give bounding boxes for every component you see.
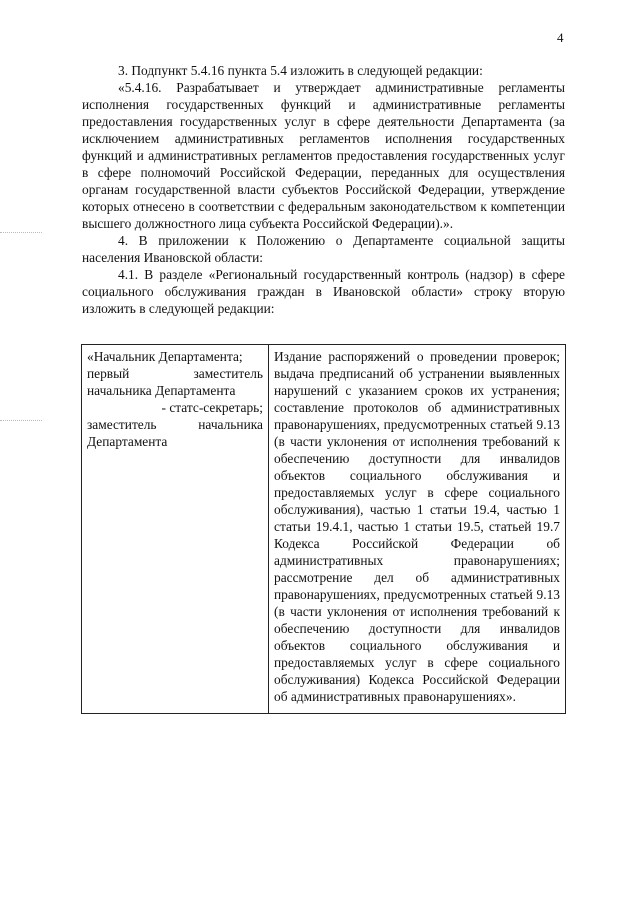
official-deputy: заместитель начальника Департамента [87, 417, 263, 449]
paragraph-item-4-1: 4.1. В разделе «Региональный государственный контроль (надзор) в сфере социального обслуживания граждан в Ивановской области» строку вторую изложить в следующей редакции: [82, 267, 565, 316]
powers-cell: Издание распоряжений о проведении проверок; выдача предписаний об устранении выявленных нарушений с указанием сроков их устранения; составление протоколов об административных правонарушениях, предусмотренных статьей 9.13 (в части уклонения от исполнения требований к обеспечению доступности для инвалидов объектов социального обслуживания и предоставляемых услуг в сфере социального обслуживания), частью 1 статьи 19.4, частью 1 статьи 19.4.1, частью 1 статьи 19.5, статьей 19.7 Кодекса Российской Федерации об административных правонарушениях; рассмотрение дел об административных правонарушениях, предусмотренных статьей 9.13 (в части уклонения от исполнения требований к обеспечению доступности для инвалидов объектов социального обслуживания и предоставляемых услуг в сфере социального обслуживания) Кодекса Российской Федерации об административных правонарушениях». [269, 345, 566, 714]
paragraph-item-3: 3. Подпункт 5.4.16 пункта 5.4 изложить в следующей редакции: [118, 63, 483, 78]
page-number: 4 [557, 30, 564, 45]
officials-cell [82, 345, 269, 714]
scan-mark [0, 232, 42, 233]
amendment-table [81, 344, 566, 714]
paragraph-item-4: 4. В приложении к Положению о Департаменте социальной защиты населения Ивановской области: [82, 233, 565, 265]
official-first-deputy: первый заместитель начальника Департамента [87, 366, 263, 398]
paragraph-quote-5-4-16: «5.4.16. Разрабатывает и утверждает административные регламенты исполнения государственных функций и административные регламенты предоставления государственных услуг в сфере деятельности Департамента (за исключением административных регламентов исполнения государственных функций и административных регламентов предоставления государственных услуг в сфере полномочий Российской Федерации, переданных для осуществления органам государственной власти субъектов Российской Федерации, утверждение которых отнесено в соответствии с федеральным законодательством к компетенции высшего должностного лица субъекта Российской Федерации).». [82, 80, 565, 231]
document-body [82, 62, 565, 317]
table-row [82, 345, 566, 714]
scan-mark [0, 420, 42, 421]
official-head: «Начальник Департамента; [87, 349, 243, 364]
official-state-secretary: - статс-секретарь; [161, 400, 263, 415]
